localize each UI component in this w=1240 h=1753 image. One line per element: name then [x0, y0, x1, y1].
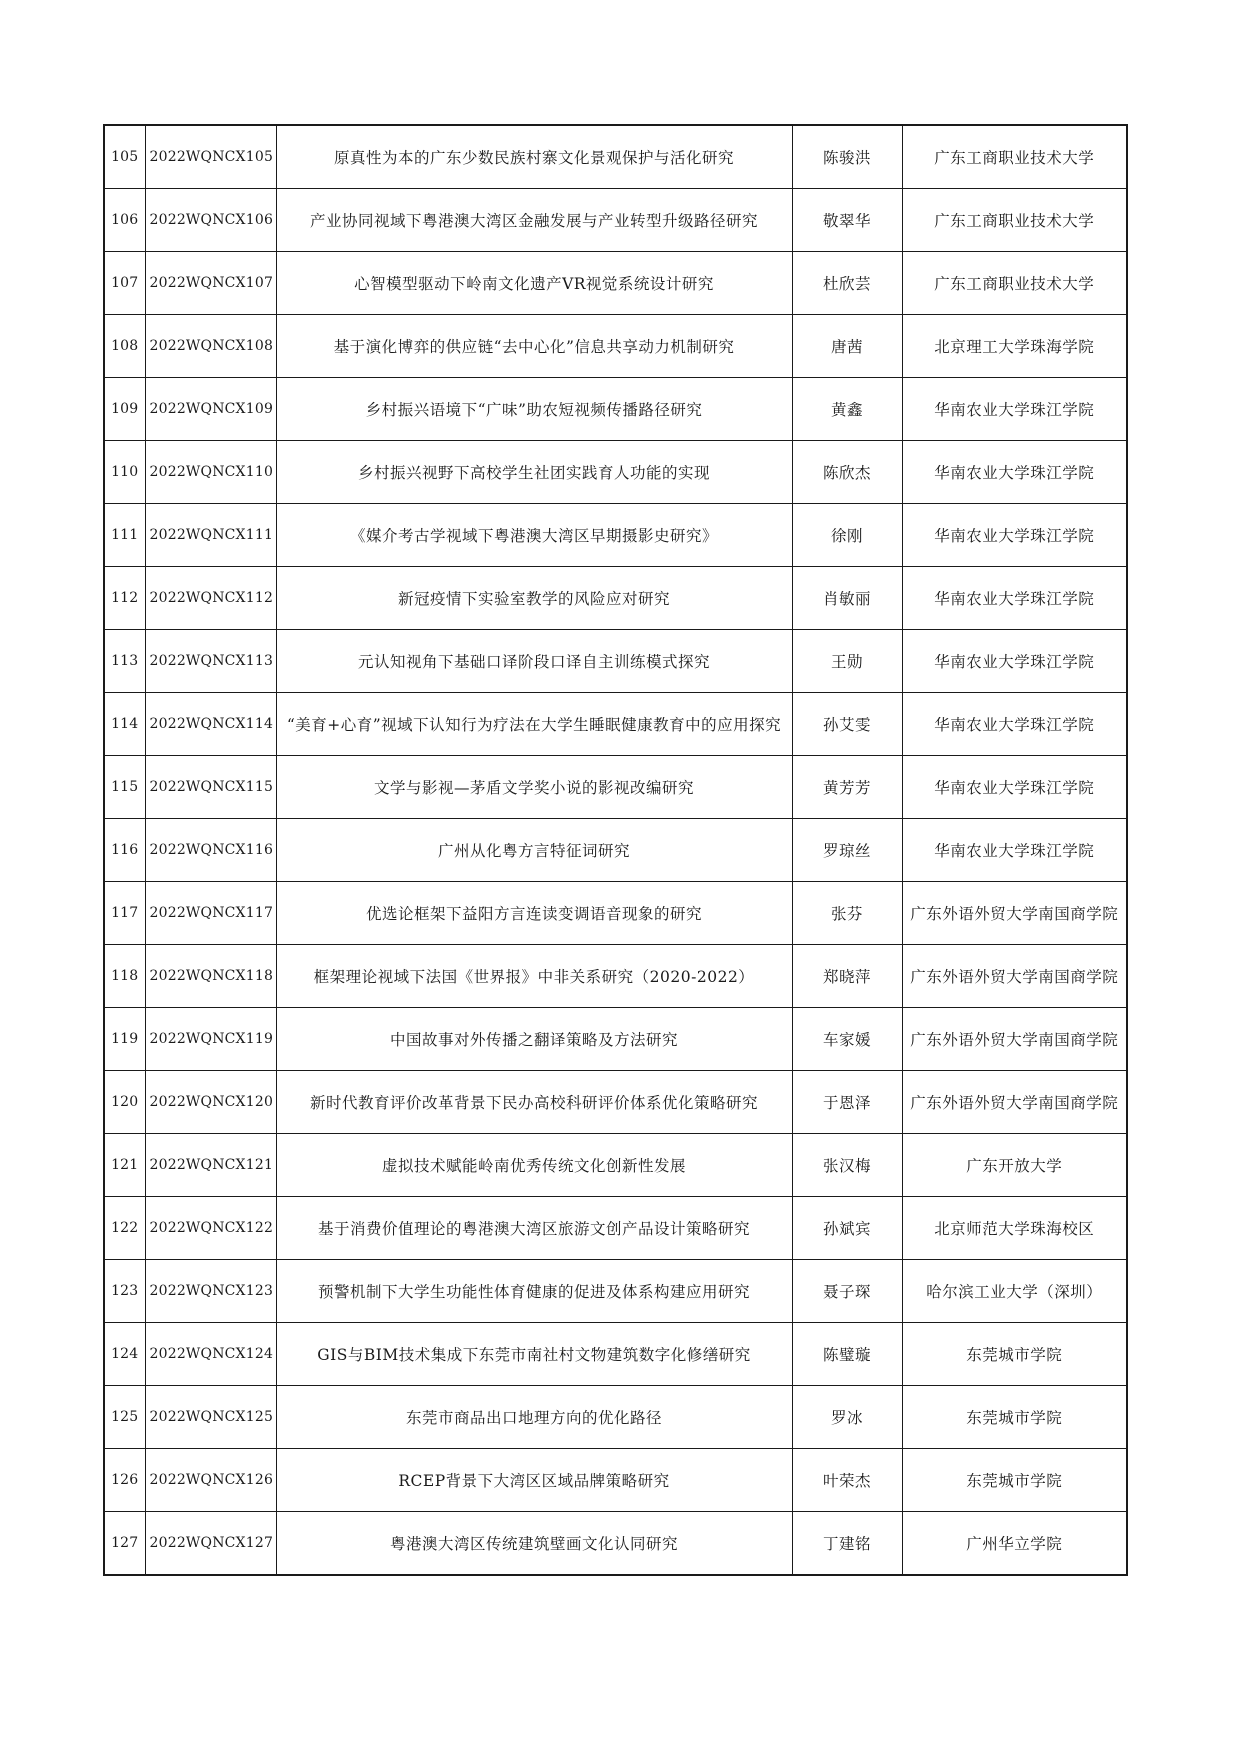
project-title: 乡村振兴视野下高校学生社团实践育人功能的实现 — [276, 441, 792, 504]
row-number: 124 — [104, 1323, 145, 1386]
table-row — [104, 1134, 1127, 1197]
institution-name: 北京师范大学珠海校区 — [902, 1197, 1127, 1260]
institution-name: 哈尔滨工业大学（深圳） — [902, 1260, 1127, 1323]
researcher-name: 陈骏洪 — [792, 125, 902, 189]
row-number: 116 — [104, 819, 145, 882]
row-number: 107 — [104, 252, 145, 315]
row-number: 118 — [104, 945, 145, 1008]
table-row — [104, 1260, 1127, 1323]
row-number: 117 — [104, 882, 145, 945]
researcher-name: 郑晓萍 — [792, 945, 902, 1008]
project-code: 2022WQNCX122 — [145, 1197, 276, 1260]
table-row — [104, 1008, 1127, 1071]
project-title: 文学与影视—茅盾文学奖小说的影视改编研究 — [276, 756, 792, 819]
table-row — [104, 945, 1127, 1008]
row-number: 123 — [104, 1260, 145, 1323]
project-title: 产业协同视域下粤港澳大湾区金融发展与产业转型升级路径研究 — [276, 189, 792, 252]
table-row — [104, 125, 1127, 189]
table-row — [104, 1449, 1127, 1512]
project-code: 2022WQNCX106 — [145, 189, 276, 252]
project-title: 框架理论视域下法国《世界报》中非关系研究（2020-2022） — [276, 945, 792, 1008]
table-row — [104, 189, 1127, 252]
project-title: 粤港澳大湾区传统建筑壁画文化认同研究 — [276, 1512, 792, 1576]
table-row — [104, 1512, 1127, 1576]
table-row — [104, 504, 1127, 567]
researcher-name: 肖敏丽 — [792, 567, 902, 630]
researcher-name: 杜欣芸 — [792, 252, 902, 315]
project-code: 2022WQNCX125 — [145, 1386, 276, 1449]
project-code: 2022WQNCX117 — [145, 882, 276, 945]
institution-name: 华南农业大学珠江学院 — [902, 441, 1127, 504]
project-code: 2022WQNCX109 — [145, 378, 276, 441]
project-title: 基于消费价值理论的粤港澳大湾区旅游文创产品设计策略研究 — [276, 1197, 792, 1260]
project-title: RCEP背景下大湾区区域品牌策略研究 — [276, 1449, 792, 1512]
project-title: 原真性为本的广东少数民族村寨文化景观保护与活化研究 — [276, 125, 792, 189]
project-code: 2022WQNCX127 — [145, 1512, 276, 1576]
researcher-name: 车家媛 — [792, 1008, 902, 1071]
institution-name: 华南农业大学珠江学院 — [902, 819, 1127, 882]
researcher-name: 张汉梅 — [792, 1134, 902, 1197]
table-row — [104, 1323, 1127, 1386]
project-title: 广州从化粤方言特征词研究 — [276, 819, 792, 882]
table-row — [104, 693, 1127, 756]
researcher-name: 陈璧璇 — [792, 1323, 902, 1386]
project-code: 2022WQNCX118 — [145, 945, 276, 1008]
table-body — [104, 125, 1127, 1575]
project-code: 2022WQNCX115 — [145, 756, 276, 819]
institution-name: 华南农业大学珠江学院 — [902, 378, 1127, 441]
project-code: 2022WQNCX116 — [145, 819, 276, 882]
table-row — [104, 315, 1127, 378]
row-number: 125 — [104, 1386, 145, 1449]
row-number: 126 — [104, 1449, 145, 1512]
institution-name: 广东外语外贸大学南国商学院 — [902, 882, 1127, 945]
project-code: 2022WQNCX120 — [145, 1071, 276, 1134]
institution-name: 广东开放大学 — [902, 1134, 1127, 1197]
project-title: 东莞市商品出口地理方向的优化路径 — [276, 1386, 792, 1449]
row-number: 113 — [104, 630, 145, 693]
project-title: 新冠疫情下实验室教学的风险应对研究 — [276, 567, 792, 630]
project-code: 2022WQNCX113 — [145, 630, 276, 693]
project-title: 基于演化博弈的供应链“去中心化”信息共享动力机制研究 — [276, 315, 792, 378]
project-title: 中国故事对外传播之翻译策略及方法研究 — [276, 1008, 792, 1071]
institution-name: 广东外语外贸大学南国商学院 — [902, 1071, 1127, 1134]
researcher-name: 丁建铭 — [792, 1512, 902, 1576]
researcher-name: 孙斌宾 — [792, 1197, 902, 1260]
project-code: 2022WQNCX114 — [145, 693, 276, 756]
table-row — [104, 252, 1127, 315]
row-number: 127 — [104, 1512, 145, 1576]
institution-name: 广东工商职业技术大学 — [902, 252, 1127, 315]
project-code: 2022WQNCX110 — [145, 441, 276, 504]
row-number: 105 — [104, 125, 145, 189]
project-code: 2022WQNCX105 — [145, 125, 276, 189]
project-code: 2022WQNCX123 — [145, 1260, 276, 1323]
project-title: 优选论框架下益阳方言连读变调语音现象的研究 — [276, 882, 792, 945]
researcher-name: 于恩泽 — [792, 1071, 902, 1134]
table-row — [104, 630, 1127, 693]
institution-name: 东莞城市学院 — [902, 1449, 1127, 1512]
researcher-name: 黄芳芳 — [792, 756, 902, 819]
table-row — [104, 1071, 1127, 1134]
table-row — [104, 819, 1127, 882]
researcher-name: 罗琼丝 — [792, 819, 902, 882]
row-number: 109 — [104, 378, 145, 441]
row-number: 106 — [104, 189, 145, 252]
institution-name: 广东外语外贸大学南国商学院 — [902, 945, 1127, 1008]
project-title: 心智模型驱动下岭南文化遗产VR视觉系统设计研究 — [276, 252, 792, 315]
row-number: 122 — [104, 1197, 145, 1260]
table-row — [104, 441, 1127, 504]
institution-name: 北京理工大学珠海学院 — [902, 315, 1127, 378]
project-title: 新时代教育评价改革背景下民办高校科研评价体系优化策略研究 — [276, 1071, 792, 1134]
institution-name: 华南农业大学珠江学院 — [902, 504, 1127, 567]
project-title: GIS与BIM技术集成下东莞市南社村文物建筑数字化修缮研究 — [276, 1323, 792, 1386]
institution-name: 华南农业大学珠江学院 — [902, 693, 1127, 756]
project-code: 2022WQNCX119 — [145, 1008, 276, 1071]
table-row — [104, 567, 1127, 630]
project-code: 2022WQNCX121 — [145, 1134, 276, 1197]
row-number: 121 — [104, 1134, 145, 1197]
project-title: 乡村振兴语境下“广味”助农短视频传播路径研究 — [276, 378, 792, 441]
table-row — [104, 378, 1127, 441]
institution-name: 广州华立学院 — [902, 1512, 1127, 1576]
institution-name: 华南农业大学珠江学院 — [902, 756, 1127, 819]
project-code: 2022WQNCX107 — [145, 252, 276, 315]
project-code: 2022WQNCX111 — [145, 504, 276, 567]
row-number: 110 — [104, 441, 145, 504]
row-number: 120 — [104, 1071, 145, 1134]
institution-name: 东莞城市学院 — [902, 1323, 1127, 1386]
researcher-name: 罗冰 — [792, 1386, 902, 1449]
researcher-name: 王勋 — [792, 630, 902, 693]
researcher-name: 叶荣杰 — [792, 1449, 902, 1512]
project-code: 2022WQNCX108 — [145, 315, 276, 378]
researcher-name: 孙艾雯 — [792, 693, 902, 756]
project-table — [103, 124, 1128, 1576]
project-code: 2022WQNCX124 — [145, 1323, 276, 1386]
row-number: 112 — [104, 567, 145, 630]
row-number: 115 — [104, 756, 145, 819]
institution-name: 华南农业大学珠江学院 — [902, 630, 1127, 693]
researcher-name: 黄鑫 — [792, 378, 902, 441]
table-row — [104, 882, 1127, 945]
institution-name: 广东工商职业技术大学 — [902, 189, 1127, 252]
institution-name: 东莞城市学院 — [902, 1386, 1127, 1449]
researcher-name: 唐茜 — [792, 315, 902, 378]
project-title: 预警机制下大学生功能性体育健康的促进及体系构建应用研究 — [276, 1260, 792, 1323]
row-number: 111 — [104, 504, 145, 567]
project-title: 元认知视角下基础口译阶段口译自主训练模式探究 — [276, 630, 792, 693]
project-title: “美育+心育”视域下认知行为疗法在大学生睡眠健康教育中的应用探究 — [276, 693, 792, 756]
institution-name: 华南农业大学珠江学院 — [902, 567, 1127, 630]
table-row — [104, 756, 1127, 819]
project-title: 虚拟技术赋能岭南优秀传统文化创新性发展 — [276, 1134, 792, 1197]
table-row — [104, 1386, 1127, 1449]
researcher-name: 敬翠华 — [792, 189, 902, 252]
project-code: 2022WQNCX126 — [145, 1449, 276, 1512]
researcher-name: 张芬 — [792, 882, 902, 945]
institution-name: 广东外语外贸大学南国商学院 — [902, 1008, 1127, 1071]
researcher-name: 陈欣杰 — [792, 441, 902, 504]
row-number: 119 — [104, 1008, 145, 1071]
researcher-name: 聂子琛 — [792, 1260, 902, 1323]
project-code: 2022WQNCX112 — [145, 567, 276, 630]
table-row — [104, 1197, 1127, 1260]
institution-name: 广东工商职业技术大学 — [902, 125, 1127, 189]
row-number: 114 — [104, 693, 145, 756]
researcher-name: 徐刚 — [792, 504, 902, 567]
project-title: 《媒介考古学视域下粤港澳大湾区早期摄影史研究》 — [276, 504, 792, 567]
row-number: 108 — [104, 315, 145, 378]
